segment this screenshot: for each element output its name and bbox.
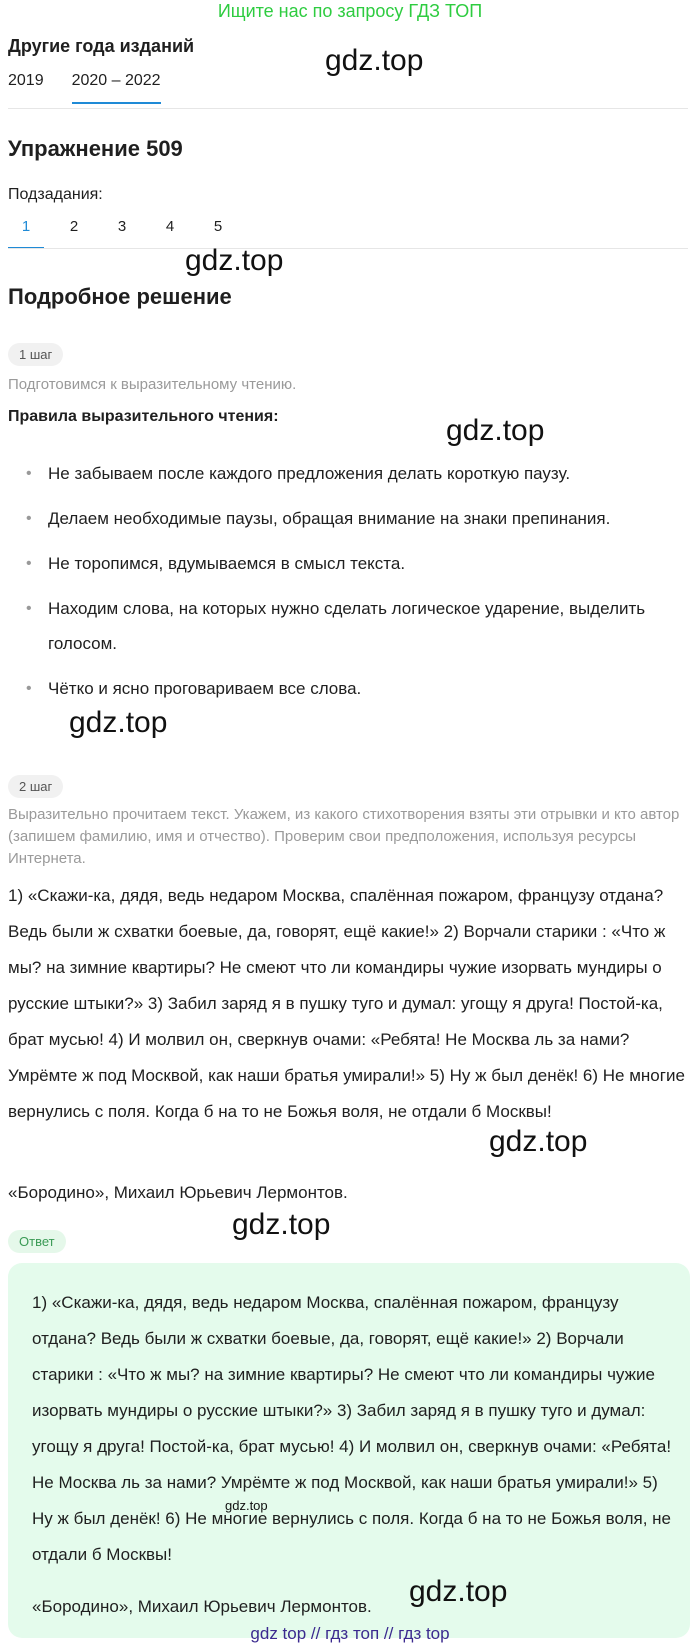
watermark: gdz.top [185,244,284,277]
divider [8,248,688,249]
subtask-tab-1[interactable]: 1 [8,218,44,249]
poem-author: «Бородино», Михаил Юрьевич Лермонтов. [8,1183,348,1202]
step2-intro: Выразительно прочитаем текст. Укажем, из какого стихотворения взяты эти отрывки и кто автор (запишем фамилию, имя и отчество). Проверим свои предположения, используя ресурсы Интернета. [8,806,680,867]
watermark: gdz.top [232,1208,331,1241]
watermark: gdz.top [325,44,424,77]
divider [8,108,688,109]
year-tab-2019[interactable]: 2019 [8,72,44,89]
subtask-tab-4[interactable]: 4 [165,218,175,235]
subtasks-label: Подзадания: [8,186,103,203]
watermark: gdz.top [69,706,168,739]
subtask-tab-5[interactable]: 5 [213,218,223,235]
watermark: gdz.top [446,414,545,447]
footer-links[interactable]: gdz top // гдз топ // гдз top [250,1624,450,1643]
rules-list [8,456,688,716]
watermark: gdz.top [409,1575,508,1608]
years-title: Другие года изданий [8,36,195,56]
list-item: • Делаем необходимые паузы, обращая внимание на знаки препинания. [8,501,688,536]
answer-badge: Ответ [8,1230,66,1253]
answer-author: «Бородино», Михаил Юрьевич Лермонтов. [32,1597,372,1616]
search-banner: Ищите нас по запросу ГДЗ ТОП [217,1,483,21]
step-badge-1: 1 шаг [8,343,63,366]
subtask-tab-3[interactable]: 3 [117,218,127,235]
years-tabs [8,72,189,104]
watermark: gdz.top [489,1125,588,1158]
poem-text: 1) «Скажи-ка, дядя, ведь недаром Москва, спалённая пожаром, французу отдана? Ведь были ж схватки боевые, да, говорят, ещё какие!» 2) Ворчали старики : «Что ж мы? на зимние квартиры? Не смеют что ли командиры чужие изорвать мундиры о русские штыки?» 3) Забил заряд я в пушку туго и думал: угощу я друга! Постой-ка, брат мусью! 4) И молвил он, сверкнув очами: «Ребята! Не Москва ль за нами? Умрёмте ж под Москвой, как наши братья умирали!» 5) Ну ж был денёк! 6) Не многие вернулись с поля. Когда б на то не Божья воля, не отдали б Москвы! [8,886,685,1121]
answer-box [8,1263,690,1638]
list-item: • Не забываем после каждого предложения делать короткую паузу. [8,456,688,491]
list-item: • Чётко и ясно проговариваем все слова. [8,671,688,706]
answer-text: 1) «Скажи-ка, дядя, ведь недаром Москва, спалённая пожаром, французу отдана? Ведь были ж схватки боевые, да, говорят, ещё какие!» 2) Ворчали старики : «Что ж мы? на зимние квартиры? Не смеют что ли командиры чужие изорвать мундиры о русские штыки?» 3) Забил заряд я в пушку туго и думал: угощу я друга! Постой-ка, брат мусью! 4) И молвил он, сверкнув очами: «Ребята! Не Москва ль за нами? Умрёмте ж под Москвой, как наши братья умирали!» 5) Ну ж был денёк! 6) Не многие вернулись с поля. Когда б на то не Божья воля, не отдали б Москвы! [32,1293,672,1564]
list-item: • Не торопимся, вдумываемся в смысл текста. [8,546,688,581]
subtask-tab-2[interactable]: 2 [69,218,79,235]
exercise-title: Упражнение 509 [8,136,183,161]
step-badge-2: 2 шаг [8,775,63,798]
rules-title: Правила выразительного чтения: [8,408,279,425]
year-tab-2020-2022[interactable]: 2020 – 2022 [72,72,161,104]
step1-intro: Подготовимся к выразительному чтению. [8,376,297,393]
list-item: • Находим слова, на которых нужно сделать логическое ударение, выделить голосом. [8,591,688,661]
watermark: gdz.top [225,1498,268,1513]
solution-title: Подробное решение [8,284,232,309]
